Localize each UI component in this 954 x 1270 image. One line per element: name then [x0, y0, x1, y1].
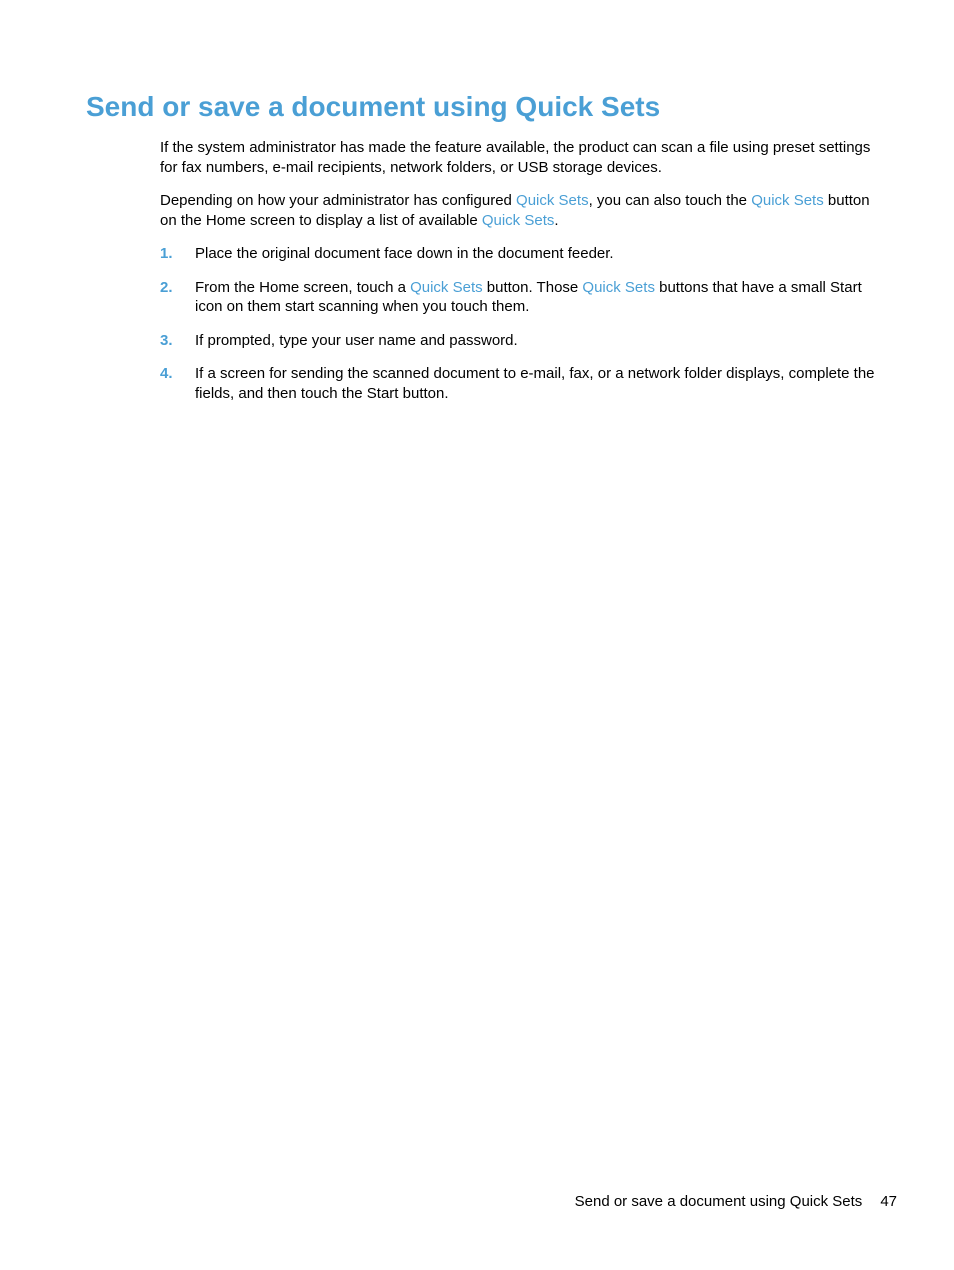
paragraph-text: Depending on how your administrator has configured — [160, 192, 517, 209]
quick-sets-link[interactable]: Quick Sets — [410, 278, 483, 296]
paragraph-text: . — [554, 211, 559, 229]
steps-list — [160, 244, 880, 417]
page-footer — [575, 1192, 897, 1211]
paragraph-text: button on the Home screen to display a list of available — [160, 192, 870, 229]
step-text-part: button. Those — [482, 278, 583, 296]
step-item — [160, 278, 880, 317]
step-text-part: From the Home screen, touch a — [195, 278, 411, 296]
step-number: 2. — [160, 278, 173, 296]
quick-sets-link[interactable]: Quick Sets — [582, 278, 655, 296]
quick-sets-link[interactable]: Quick Sets — [516, 192, 589, 209]
page-number: 47 — [880, 1193, 897, 1210]
step-text — [195, 279, 862, 316]
footer-section-title: Send or save a document using Quick Sets — [574, 1193, 863, 1210]
step-number: 1. — [160, 245, 173, 262]
step-number: 3. — [160, 331, 173, 349]
page-title: Send or save a document using Quick Sets — [86, 91, 661, 122]
step-text: If a screen for sending the scanned document to e-mail, fax, or a network folder displays, complete the fields, and then touch the Start button. — [195, 365, 875, 402]
quick-sets-paragraph — [160, 191, 880, 230]
step-text-part: buttons that have a small Start icon on them start scanning when you touch them. — [195, 278, 862, 315]
step-item — [160, 244, 880, 264]
paragraph-text: , you can also touch the — [588, 192, 752, 209]
step-number: 4. — [160, 365, 173, 382]
intro-paragraph: If the system administrator has made the feature available, the product can scan a file using preset settings for fax numbers, e-mail recipients, network folders, or USB storage devices. — [160, 139, 871, 176]
step-text: If prompted, type your user name and password. — [195, 331, 518, 349]
step-item — [160, 331, 880, 351]
quick-sets-link[interactable]: Quick Sets — [751, 192, 824, 209]
step-item — [160, 364, 880, 403]
quick-sets-link[interactable]: Quick Sets — [481, 211, 555, 229]
step-text: Place the original document face down in the document feeder. — [195, 245, 614, 262]
